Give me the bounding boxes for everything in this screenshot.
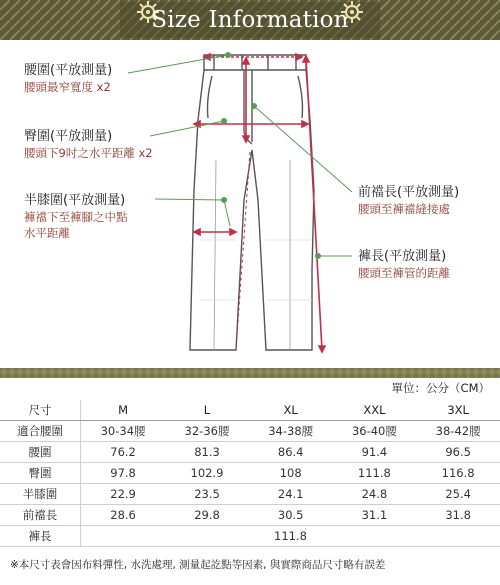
row-label: 褲長	[0, 526, 81, 547]
table-cell: 22.9	[81, 484, 166, 505]
table-cell: 97.8	[81, 463, 166, 484]
row-label: 腰圍	[0, 442, 81, 463]
table-cell: 34-38腰	[249, 421, 333, 442]
knee-annotation	[24, 192, 128, 241]
waist-annotation	[24, 62, 112, 95]
table-cell: 102.9	[165, 463, 249, 484]
table-cell: 91.4	[333, 442, 417, 463]
knee-description-line2: 水平距離	[24, 226, 70, 240]
table-row	[0, 484, 500, 505]
header-cell: XL	[249, 400, 333, 421]
size-table	[0, 400, 500, 547]
table-cell: 38-42腰	[416, 421, 500, 442]
knee-title: 半膝圍(平放測量)	[24, 193, 126, 208]
table-cell: 76.2	[81, 442, 166, 463]
table-cell: 32-36腰	[165, 421, 249, 442]
table-cell: 81.3	[165, 442, 249, 463]
header-banner	[0, 0, 500, 40]
table-cell: 31.8	[416, 505, 500, 526]
header-cell: XXL	[333, 400, 417, 421]
table-cell: 86.4	[249, 442, 333, 463]
table-cell: 23.5	[165, 484, 249, 505]
table-cell: 24.1	[249, 484, 333, 505]
row-label: 適合腰圍	[0, 421, 81, 442]
waist-description: 腰頭最窄寬度 x2	[24, 80, 111, 94]
table-row	[0, 442, 500, 463]
waist-title: 腰圍(平放測量)	[24, 63, 113, 78]
table-cell: 108	[249, 463, 333, 484]
disclaimer-note: ※本尺寸表會因布料彈性, 水洗處理, 測量起訖點等因素, 與實際商品尺寸略有誤差	[10, 559, 386, 571]
table-cell: 25.4	[416, 484, 500, 505]
table-cell: 24.8	[333, 484, 417, 505]
hip-annotation	[24, 128, 153, 161]
table-cell: 28.6	[81, 505, 166, 526]
table-cell: 111.8	[81, 526, 500, 547]
table-cell: 111.8	[333, 463, 417, 484]
knee-description-line1: 褲襠下至褲腳之中點	[24, 210, 128, 224]
table-cell: 31.1	[333, 505, 417, 526]
table-row	[0, 505, 500, 526]
rise-description: 腰頭至褲襠縫接處	[358, 202, 450, 216]
table-cell: 30-34腰	[81, 421, 166, 442]
pants-diagram	[0, 40, 500, 366]
table-cell: 29.8	[165, 505, 249, 526]
table-cell: 36-40腰	[333, 421, 417, 442]
row-label: 前襠長	[0, 505, 81, 526]
header-cell: 3XL	[416, 400, 500, 421]
table-row	[0, 463, 500, 484]
row-label: 臀圍	[0, 463, 81, 484]
hip-title: 臀圍(平放測量)	[24, 129, 113, 144]
table-cell: 30.5	[249, 505, 333, 526]
header-cell: M	[81, 400, 166, 421]
hip-description: 腰頭下9吋之水平距離 x2	[24, 146, 153, 160]
table-row	[0, 526, 500, 547]
header-cell: L	[165, 400, 249, 421]
rise-annotation	[358, 184, 459, 217]
table-row	[0, 421, 500, 442]
unit-label: 單位：公分（CM）	[391, 381, 490, 395]
page-title: Size Information	[151, 7, 349, 33]
table-cell: 116.8	[416, 463, 500, 484]
table-header-row	[0, 400, 500, 421]
table-cell: 96.5	[416, 442, 500, 463]
header-cell: 尺寸	[0, 400, 81, 421]
rise-title: 前襠長(平放測量)	[358, 185, 460, 200]
length-title: 褲長(平放測量)	[358, 249, 447, 264]
row-label: 半膝圍	[0, 484, 81, 505]
length-annotation	[358, 248, 450, 281]
length-description: 腰頭至褲管的距離	[358, 266, 450, 280]
